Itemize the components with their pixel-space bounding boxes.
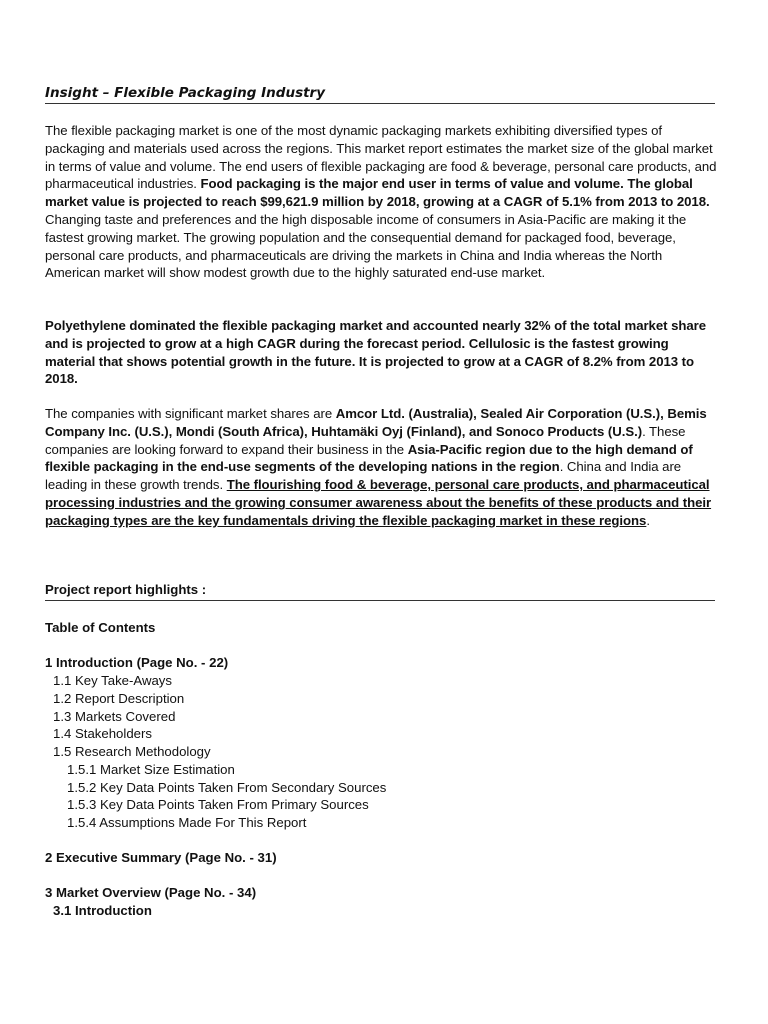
- toc-entry: 3 Market Overview (Page No. - 34): [45, 885, 257, 900]
- toc-entry: 3.1 Introduction: [53, 903, 152, 918]
- toc-entry: 1.2 Report Description: [53, 691, 185, 706]
- title-divider: [45, 103, 715, 104]
- highlights-heading: Project report highlights :: [45, 582, 207, 597]
- document-title: Insight – Flexible Packaging Industry: [45, 85, 326, 101]
- text-run: . These companies are looking forward to expand their business in the: [45, 423, 686, 457]
- text-run: The flourishing food & beverage, personal care products, and pharmaceutical processing industries and the growing consumer awareness about the benefits of these products and their packaging types are the key fundamentals driving the flexible packaging market in these regions: [45, 477, 712, 528]
- toc-entry: 1.5.1 Market Size Estimation: [67, 762, 235, 777]
- toc-entry: 1.5.3 Key Data Points Taken From Primary Sources: [67, 797, 369, 812]
- toc-entry: 1.5 Research Methodology: [53, 744, 211, 759]
- text-run: Food packaging is the major end user in terms of value and volume. The global market value is projected to reach $99,621.9 million by 2018, growing at a CAGR of 5.1% from 2013 to 2018.: [45, 176, 710, 210]
- polyethylene-paragraph: [45, 317, 717, 388]
- toc-entry: 1.3 Markets Covered: [53, 709, 176, 724]
- text-run: . China and India are leading in these growth trends.: [45, 459, 682, 493]
- text-run: Asia-Pacific region due to the high demand of flexible packaging in the end-use segments of the developing nations in the region: [45, 441, 693, 475]
- text-run: Changing taste and preferences and the high disposable income of consumers in Asia-Pacific are making it the fastest growing market. The growing population and the consequential demand for packaged food, beverage, personal care products, and pharmaceuticals are driving the markets in China and India whereas the North American market will show modest growth due to the highly saturated end-use market.: [45, 211, 687, 281]
- highlights-divider: [45, 600, 715, 601]
- text-run: The flexible packaging market is one of the most dynamic packaging markets exhibiting diversified types of packaging and materials used across the regions. This market report estimates the market size of the global market in terms of value and volume. The end users of flexible packaging are food & beverage, personal care products, and pharmaceutical industries.: [45, 123, 717, 192]
- companies-paragraph: [45, 405, 717, 530]
- text-run: Polyethylene dominated the flexible packaging market and accounted nearly 32% of the total market share and is projected to grow at a high CAGR during the forecast period. Cellulosic is the fastest growing material that shows potential growth in the future. It is projected to grow at a CAGR of 8.2% from 2013 to 2018.: [45, 318, 707, 387]
- toc-heading: Table of Contents: [45, 620, 156, 635]
- text-run: .: [646, 512, 650, 528]
- toc-entry: 1.5.4 Assumptions Made For This Report: [67, 815, 307, 830]
- toc-entry: 1 Introduction (Page No. - 22): [45, 655, 229, 670]
- text-run: Amcor Ltd. (Australia), Sealed Air Corporation (U.S.), Bemis Company Inc. (U.S.), Mondi (South Africa), Huhtamäki Oyj (Finland), and Sonoco Products (U.S.): [45, 406, 707, 439]
- toc-entry: 1.5.2 Key Data Points Taken From Secondary Sources: [67, 780, 387, 795]
- toc-entry: 1.1 Key Take-Aways: [53, 673, 172, 688]
- toc-entry: 2 Executive Summary (Page No. - 31): [45, 850, 277, 865]
- toc-entry: 1.4 Stakeholders: [53, 726, 152, 741]
- intro-paragraph: [45, 122, 717, 282]
- text-run: The companies with significant market shares are: [45, 406, 336, 421]
